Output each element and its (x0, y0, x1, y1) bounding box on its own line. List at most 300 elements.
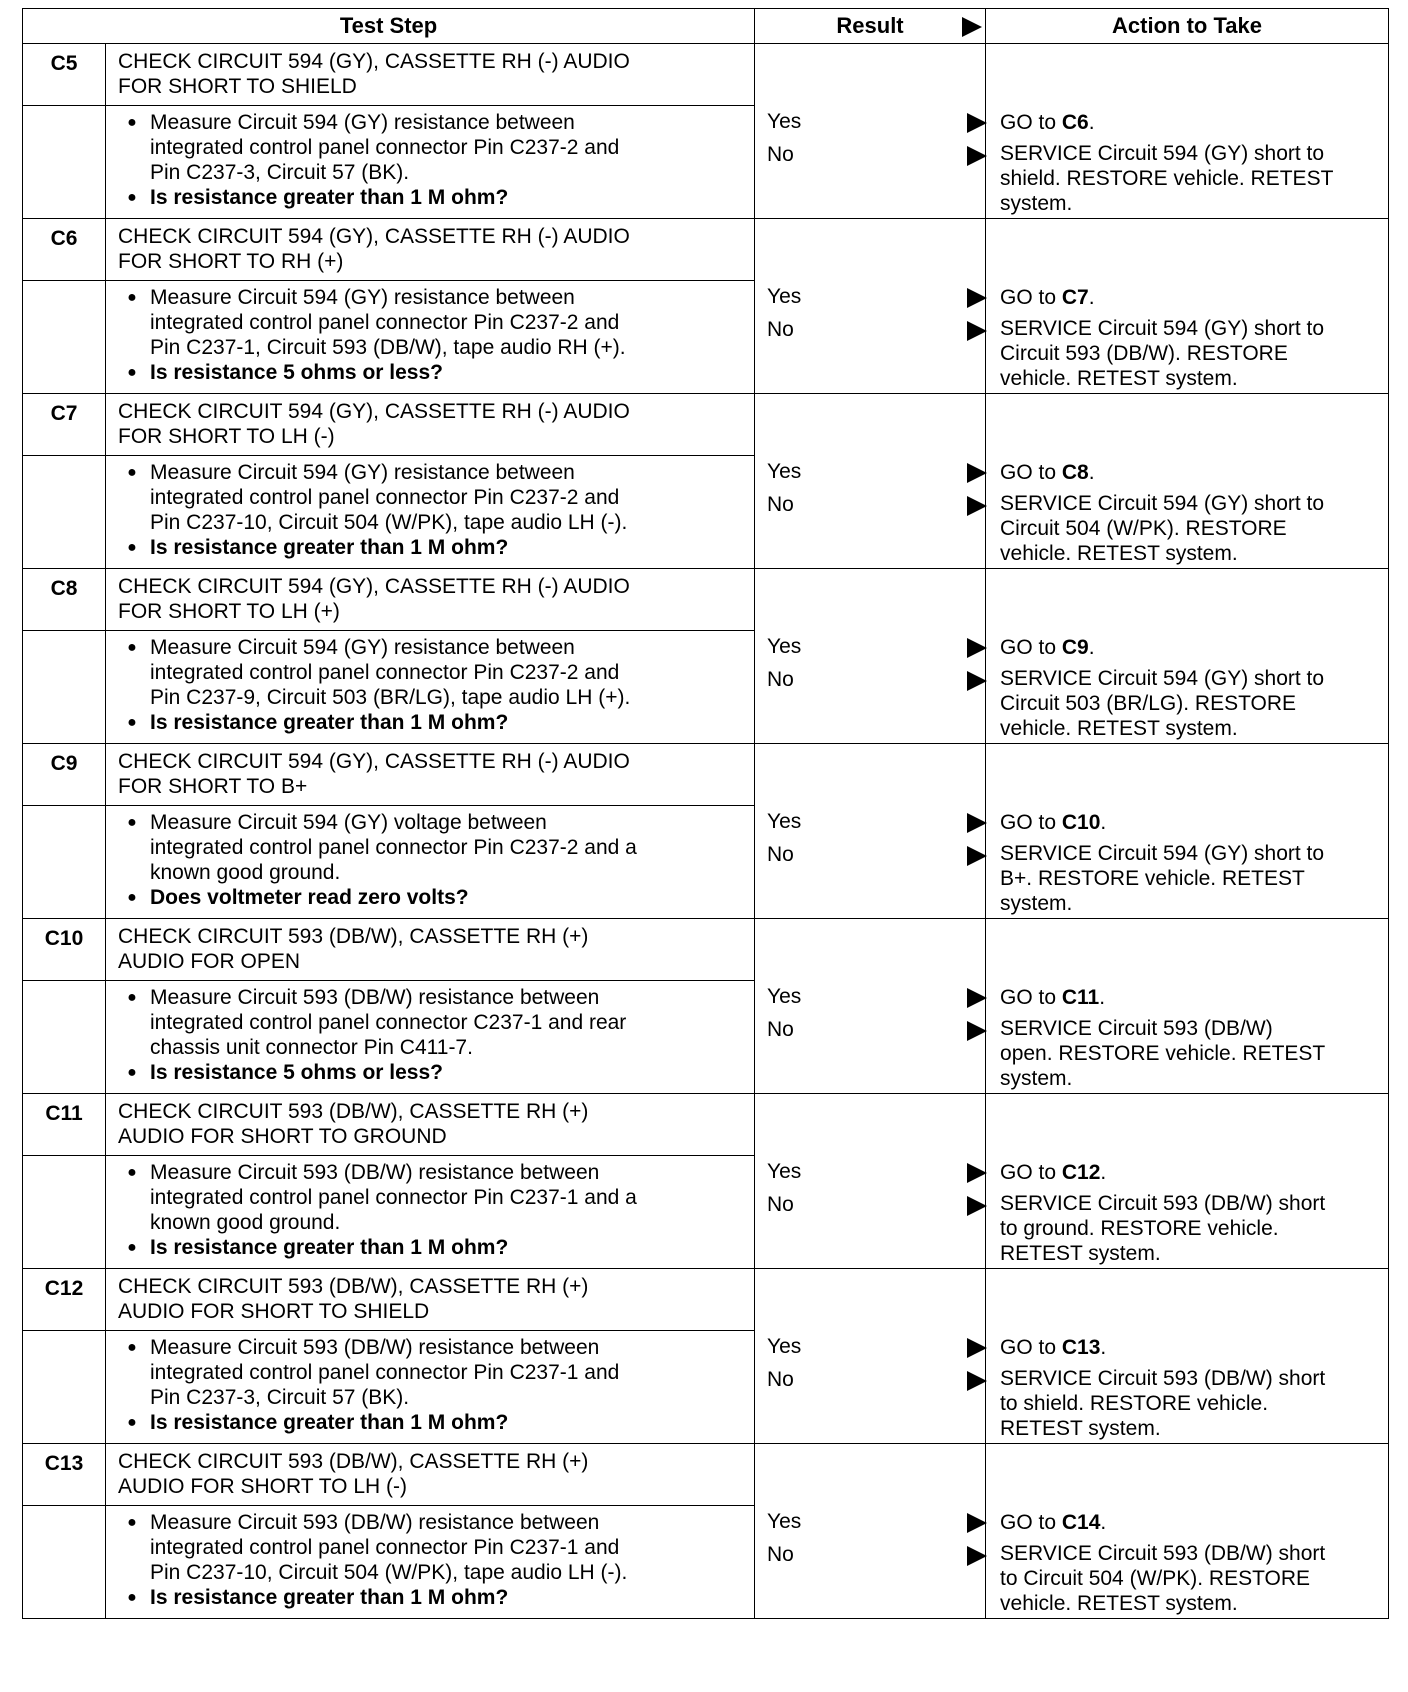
arrow-right-icon (967, 1513, 987, 1533)
step-title-line: CHECK CIRCUIT 594 (GY), CASSETTE RH (-) AUDIO (118, 575, 630, 598)
header-result (755, 9, 986, 44)
step-title-line: CHECK CIRCUIT 594 (GY), CASSETTE RH (-) AUDIO (118, 750, 630, 773)
step-id-blank (23, 981, 106, 1094)
action-yes-target: C12 (1061, 1161, 1101, 1184)
question-text: Is resistance greater than 1 M ohm? (150, 1411, 509, 1434)
diagnostic-table-sheet (22, 8, 1388, 1619)
step-id-blank (23, 1156, 106, 1269)
step-title-row (23, 1269, 1389, 1331)
action-yes (1000, 110, 1382, 135)
step-title-line: CHECK CIRCUIT 593 (DB/W), CASSETTE RH (+) (118, 1450, 589, 1473)
step-title (106, 1444, 755, 1506)
bullet-icon: ● (127, 714, 137, 731)
action-yes-suffix: . (1100, 1161, 1107, 1184)
action-yes-target: C7 (1061, 286, 1089, 309)
action-yes-prefix: GO to (1000, 1161, 1062, 1184)
instruction-line: Measure Circuit 593 (DB/W) resistance between (150, 1511, 600, 1534)
result-no (767, 1193, 977, 1217)
step-results (755, 744, 986, 919)
result-no-label: No (767, 1543, 794, 1566)
arrow-right-icon (967, 1021, 987, 1041)
step-body (106, 456, 755, 569)
step-title-row (23, 919, 1389, 981)
action-yes-target: C10 (1061, 811, 1101, 834)
bullet-icon: ● (127, 1164, 137, 1181)
result-yes (767, 1510, 977, 1534)
bullet-icon: ● (127, 539, 137, 556)
step-title-line: CHECK CIRCUIT 593 (DB/W), CASSETTE RH (+) (118, 925, 589, 948)
instruction-line: Pin C237-9, Circuit 503 (BR/LG), tape audio LH (+). (150, 686, 631, 709)
result-yes (767, 285, 977, 309)
result-yes-label: Yes (767, 810, 802, 833)
instruction-line: chassis unit connector Pin C411-7. (150, 1036, 473, 1059)
action-yes-prefix: GO to (1000, 636, 1062, 659)
action-yes-suffix: . (1088, 461, 1095, 484)
step-id-label: C8 (50, 577, 78, 600)
result-no-label: No (767, 493, 794, 516)
arrow-right-icon (967, 288, 987, 308)
question-bullet (114, 710, 744, 735)
action-no-line: to Circuit 504 (W/PK). RESTORE (1000, 1567, 1311, 1590)
action-yes (1000, 285, 1382, 310)
instruction-text (150, 1160, 637, 1235)
step-actions (986, 569, 1389, 744)
result-yes-label: Yes (767, 1335, 802, 1358)
action-no-line: vehicle. RETEST system. (1000, 717, 1238, 740)
step-title-line: CHECK CIRCUIT 594 (GY), CASSETTE RH (-) AUDIO (118, 50, 630, 73)
step-id-label: C10 (44, 927, 84, 950)
step-title-line: AUDIO FOR SHORT TO GROUND (118, 1125, 447, 1148)
step-title-line: CHECK CIRCUIT 593 (DB/W), CASSETTE RH (+) (118, 1275, 589, 1298)
result-no (767, 1368, 977, 1392)
bullet-icon: ● (127, 1514, 137, 1531)
action-no-line: Circuit 503 (BR/LG). RESTORE (1000, 692, 1297, 715)
bullet-icon: ● (127, 114, 137, 131)
result-no (767, 143, 977, 167)
action-no-line: SERVICE Circuit 593 (DB/W) short (1000, 1542, 1326, 1565)
step-id-label: C6 (50, 227, 78, 250)
instruction-line: Measure Circuit 593 (DB/W) resistance between (150, 1161, 600, 1184)
step-results (755, 44, 986, 219)
result-no (767, 843, 977, 867)
action-yes (1000, 810, 1382, 835)
step-id-blank (23, 631, 106, 744)
result-yes-label: Yes (767, 1160, 802, 1183)
step-title-line: CHECK CIRCUIT 593 (DB/W), CASSETTE RH (+) (118, 1100, 589, 1123)
step-actions (986, 919, 1389, 1094)
step-id (23, 744, 106, 806)
arrow-right-icon (967, 113, 987, 133)
step-results (755, 1269, 986, 1444)
step-title-row (23, 219, 1389, 281)
step-title-row (23, 744, 1389, 806)
result-no-label: No (767, 843, 794, 866)
step-body (106, 1156, 755, 1269)
action-no (1000, 1541, 1382, 1616)
step-title (106, 44, 755, 106)
question-text: Is resistance greater than 1 M ohm? (150, 186, 509, 209)
action-no (1000, 316, 1382, 391)
instruction-text (150, 985, 626, 1060)
step-title-line: AUDIO FOR SHORT TO SHIELD (118, 1300, 430, 1323)
arrow-right-icon (967, 671, 987, 691)
step-results (755, 1094, 986, 1269)
step-id (23, 1094, 106, 1156)
action-yes-suffix: . (1088, 286, 1095, 309)
action-no-line: system. (1000, 1067, 1073, 1090)
step-id (23, 919, 106, 981)
step-body (106, 806, 755, 919)
step-title (106, 1269, 755, 1331)
instruction-line: Measure Circuit 593 (DB/W) resistance between (150, 986, 600, 1009)
action-no (1000, 1191, 1382, 1266)
question-text: Is resistance 5 ohms or less? (150, 361, 443, 384)
action-no-line: open. RESTORE vehicle. RETEST (1000, 1042, 1326, 1065)
step-title (106, 744, 755, 806)
bullet-icon: ● (127, 889, 137, 906)
instruction-bullet (114, 985, 744, 1060)
bullet-icon: ● (127, 189, 137, 206)
bullet-icon: ● (127, 364, 137, 381)
question-bullet (114, 1060, 744, 1085)
result-yes-label: Yes (767, 1510, 802, 1533)
result-yes-label: Yes (767, 635, 802, 658)
action-no-line: system. (1000, 892, 1073, 915)
step-actions (986, 1094, 1389, 1269)
question-bullet (114, 1585, 744, 1610)
step-id (23, 1444, 106, 1506)
result-no (767, 668, 977, 692)
step-body (106, 1506, 755, 1619)
step-title-line: AUDIO FOR OPEN (118, 950, 301, 973)
result-yes (767, 460, 977, 484)
step-results (755, 219, 986, 394)
action-yes-suffix: . (1088, 111, 1095, 134)
instruction-text (150, 635, 630, 710)
instruction-text (150, 1335, 619, 1410)
arrow-right-icon (967, 1338, 987, 1358)
bullet-icon: ● (127, 464, 137, 481)
action-yes (1000, 635, 1382, 660)
step-body (106, 106, 755, 219)
arrow-right-icon (962, 17, 982, 37)
action-yes-suffix: . (1099, 986, 1106, 1009)
step-actions (986, 1269, 1389, 1444)
step-results (755, 569, 986, 744)
bullet-icon: ● (127, 1414, 137, 1431)
arrow-right-icon (967, 463, 987, 483)
result-yes (767, 1335, 977, 1359)
step-title (106, 219, 755, 281)
question-text: Is resistance greater than 1 M ohm? (150, 1586, 509, 1609)
instruction-bullet (114, 285, 744, 360)
action-no-line: SERVICE Circuit 594 (GY) short to (1000, 667, 1325, 690)
instruction-line: known good ground. (150, 861, 341, 884)
action-yes-target: C8 (1061, 461, 1089, 484)
question-bullet (114, 1410, 744, 1435)
step-title-line: CHECK CIRCUIT 594 (GY), CASSETTE RH (-) AUDIO (118, 225, 630, 248)
instruction-text (150, 460, 627, 535)
action-no-line: SERVICE Circuit 594 (GY) short to (1000, 492, 1325, 515)
result-yes (767, 810, 977, 834)
question-text: Is resistance 5 ohms or less? (150, 1061, 443, 1084)
result-no-label: No (767, 668, 794, 691)
action-no (1000, 841, 1382, 916)
action-yes-target: C9 (1061, 636, 1089, 659)
question-bullet (114, 360, 744, 385)
action-yes-prefix: GO to (1000, 1511, 1062, 1534)
action-no-line: to ground. RESTORE vehicle. (1000, 1217, 1279, 1240)
instruction-line: Measure Circuit 594 (GY) resistance between (150, 111, 575, 134)
action-no (1000, 491, 1382, 566)
step-title-row (23, 44, 1389, 106)
action-yes-prefix: GO to (1000, 461, 1062, 484)
step-title (106, 919, 755, 981)
question-text: Is resistance greater than 1 M ohm? (150, 711, 509, 734)
action-no-line: SERVICE Circuit 593 (DB/W) (1000, 1017, 1273, 1040)
bullet-icon: ● (127, 814, 137, 831)
step-id-blank (23, 106, 106, 219)
bullet-icon: ● (127, 289, 137, 306)
result-no-label: No (767, 1193, 794, 1216)
arrow-right-icon (967, 1163, 987, 1183)
bullet-icon: ● (127, 989, 137, 1006)
step-id (23, 1269, 106, 1331)
step-id (23, 394, 106, 456)
step-title-line: AUDIO FOR SHORT TO LH (-) (118, 1475, 407, 1498)
instruction-text (150, 1510, 627, 1585)
instruction-line: known good ground. (150, 1211, 341, 1234)
result-no (767, 493, 977, 517)
step-title-row (23, 1444, 1389, 1506)
step-id (23, 569, 106, 631)
action-yes (1000, 1160, 1382, 1185)
instruction-text (150, 810, 637, 885)
instruction-line: integrated control panel connector Pin C237-1 and a (150, 1186, 637, 1209)
action-yes-suffix: . (1100, 811, 1107, 834)
action-yes-suffix: . (1100, 1511, 1107, 1534)
action-no-line: to shield. RESTORE vehicle. (1000, 1392, 1269, 1415)
action-yes-target: C14 (1061, 1511, 1101, 1534)
instruction-line: Pin C237-3, Circuit 57 (BK). (150, 1386, 410, 1409)
instruction-line: Measure Circuit 594 (GY) resistance between (150, 286, 575, 309)
action-yes (1000, 1510, 1382, 1535)
action-no-line: SERVICE Circuit 593 (DB/W) short (1000, 1367, 1326, 1390)
step-title-line: FOR SHORT TO LH (+) (118, 600, 340, 623)
instruction-line: integrated control panel connector Pin C237-2 and a (150, 836, 637, 859)
action-yes-suffix: . (1100, 1336, 1107, 1359)
step-actions (986, 219, 1389, 394)
step-title (106, 569, 755, 631)
action-yes-prefix: GO to (1000, 811, 1062, 834)
arrow-right-icon (967, 146, 987, 166)
question-text: Does voltmeter read zero volts? (150, 886, 469, 909)
instruction-line: integrated control panel connector Pin C237-2 and (150, 486, 620, 509)
step-id-blank (23, 281, 106, 394)
instruction-line: Pin C237-1, Circuit 593 (DB/W), tape audio RH (+). (150, 336, 626, 359)
step-id-label: C5 (50, 52, 78, 75)
result-yes (767, 635, 977, 659)
instruction-line: Pin C237-10, Circuit 504 (W/PK), tape audio LH (-). (150, 1561, 628, 1584)
step-body (106, 981, 755, 1094)
action-no-line: SERVICE Circuit 594 (GY) short to (1000, 842, 1325, 865)
instruction-line: Pin C237-10, Circuit 504 (W/PK), tape audio LH (-). (150, 511, 628, 534)
result-yes-label: Yes (767, 985, 802, 1008)
action-no-line: vehicle. RETEST system. (1000, 542, 1238, 565)
result-no-label: No (767, 318, 794, 341)
step-id-label: C12 (44, 1277, 84, 1300)
step-title-line: CHECK CIRCUIT 594 (GY), CASSETTE RH (-) AUDIO (118, 400, 630, 423)
instruction-line: integrated control panel connector C237-1 and rear (150, 1011, 627, 1034)
header-action: Action to Take (986, 9, 1389, 44)
action-no-line: vehicle. RETEST system. (1000, 367, 1238, 390)
step-title-line: FOR SHORT TO B+ (118, 775, 308, 798)
question-bullet (114, 535, 744, 560)
action-yes-prefix: GO to (1000, 986, 1062, 1009)
step-body (106, 1331, 755, 1444)
bullet-icon: ● (127, 1589, 137, 1606)
step-title-row (23, 1094, 1389, 1156)
instruction-line: integrated control panel connector Pin C237-2 and (150, 311, 620, 334)
step-title (106, 394, 755, 456)
action-no-line: B+. RESTORE vehicle. RETEST (1000, 867, 1305, 890)
instruction-line: Pin C237-3, Circuit 57 (BK). (150, 161, 410, 184)
step-body (106, 631, 755, 744)
instruction-bullet (114, 1160, 744, 1235)
instruction-line: integrated control panel connector Pin C237-1 and (150, 1361, 620, 1384)
step-id (23, 219, 106, 281)
arrow-right-icon (967, 321, 987, 341)
table-header-row (23, 9, 1389, 44)
instruction-line: Measure Circuit 594 (GY) voltage between (150, 811, 547, 834)
header-test-step: Test Step (23, 9, 755, 44)
arrow-right-icon (967, 638, 987, 658)
bullet-icon: ● (127, 1339, 137, 1356)
arrow-right-icon (967, 813, 987, 833)
instruction-text (150, 285, 626, 360)
question-bullet (114, 885, 744, 910)
step-actions (986, 44, 1389, 219)
step-id-label: C13 (44, 1452, 84, 1475)
result-no-label: No (767, 143, 794, 166)
instruction-line: integrated control panel connector Pin C237-2 and (150, 136, 620, 159)
instruction-line: integrated control panel connector Pin C237-2 and (150, 661, 620, 684)
instruction-line: Measure Circuit 593 (DB/W) resistance between (150, 1336, 600, 1359)
step-results (755, 1444, 986, 1619)
arrow-right-icon (967, 1546, 987, 1566)
header-result-label: Result (836, 13, 904, 38)
action-no-line: vehicle. RETEST system. (1000, 1592, 1238, 1615)
instruction-bullet (114, 460, 744, 535)
action-yes-suffix: . (1088, 636, 1095, 659)
action-no-line: SERVICE Circuit 593 (DB/W) short (1000, 1192, 1326, 1215)
step-id-label: C11 (45, 1102, 83, 1125)
action-no (1000, 1366, 1382, 1441)
step-id-blank (23, 1331, 106, 1444)
action-yes (1000, 1335, 1382, 1360)
arrow-right-icon (967, 1196, 987, 1216)
step-id-blank (23, 806, 106, 919)
instruction-line: integrated control panel connector Pin C237-1 and (150, 1536, 620, 1559)
instruction-bullet (114, 810, 744, 885)
result-yes-label: Yes (767, 460, 802, 483)
step-id (23, 44, 106, 106)
arrow-right-icon (967, 846, 987, 866)
arrow-right-icon (967, 496, 987, 516)
action-yes-target: C11 (1061, 986, 1100, 1009)
step-actions (986, 744, 1389, 919)
instruction-bullet (114, 635, 744, 710)
step-title-row (23, 394, 1389, 456)
result-yes (767, 1160, 977, 1184)
arrow-right-icon (967, 988, 987, 1008)
action-yes-prefix: GO to (1000, 286, 1062, 309)
question-bullet (114, 1235, 744, 1260)
question-bullet (114, 185, 744, 210)
result-no-label: No (767, 1368, 794, 1391)
step-results (755, 394, 986, 569)
step-title-line: FOR SHORT TO SHIELD (118, 75, 357, 98)
step-title-line: FOR SHORT TO RH (+) (118, 250, 344, 273)
diagnostic-table (22, 8, 1389, 1619)
bullet-icon: ● (127, 639, 137, 656)
instruction-bullet (114, 110, 744, 185)
result-yes-label: Yes (767, 110, 802, 133)
action-no-line: Circuit 593 (DB/W). RESTORE (1000, 342, 1288, 365)
step-id-blank (23, 456, 106, 569)
result-yes (767, 110, 977, 134)
result-no-label: No (767, 1018, 794, 1041)
action-yes (1000, 985, 1382, 1010)
step-id-blank (23, 1506, 106, 1619)
action-no (1000, 666, 1382, 741)
action-yes (1000, 460, 1382, 485)
action-no-line: system. (1000, 192, 1073, 215)
instruction-bullet (114, 1510, 744, 1585)
action-yes-target: C13 (1061, 1336, 1101, 1359)
step-actions (986, 1444, 1389, 1619)
instruction-line: Measure Circuit 594 (GY) resistance between (150, 461, 575, 484)
action-yes-target: C6 (1061, 111, 1089, 134)
result-no (767, 1543, 977, 1567)
action-no-line: RETEST system. (1000, 1242, 1161, 1265)
action-no-line: Circuit 504 (W/PK). RESTORE (1000, 517, 1287, 540)
instruction-bullet (114, 1335, 744, 1410)
action-no-line: SERVICE Circuit 594 (GY) short to (1000, 142, 1325, 165)
result-no (767, 1018, 977, 1042)
action-yes-prefix: GO to (1000, 1336, 1062, 1359)
action-no (1000, 141, 1382, 216)
instruction-text (150, 110, 619, 185)
step-id-label: C9 (50, 752, 78, 775)
action-no-line: SERVICE Circuit 594 (GY) short to (1000, 317, 1325, 340)
action-no-line: shield. RESTORE vehicle. RETEST (1000, 167, 1334, 190)
result-yes (767, 985, 977, 1009)
step-id-label: C7 (50, 402, 78, 425)
action-no (1000, 1016, 1382, 1091)
step-title-row (23, 569, 1389, 631)
result-yes-label: Yes (767, 285, 802, 308)
step-body (106, 281, 755, 394)
action-yes-prefix: GO to (1000, 111, 1062, 134)
bullet-icon: ● (127, 1239, 137, 1256)
step-title-line: FOR SHORT TO LH (-) (118, 425, 335, 448)
question-text: Is resistance greater than 1 M ohm? (150, 1236, 509, 1259)
bullet-icon: ● (127, 1064, 137, 1081)
question-text: Is resistance greater than 1 M ohm? (150, 536, 509, 559)
action-no-line: RETEST system. (1000, 1417, 1161, 1440)
step-actions (986, 394, 1389, 569)
